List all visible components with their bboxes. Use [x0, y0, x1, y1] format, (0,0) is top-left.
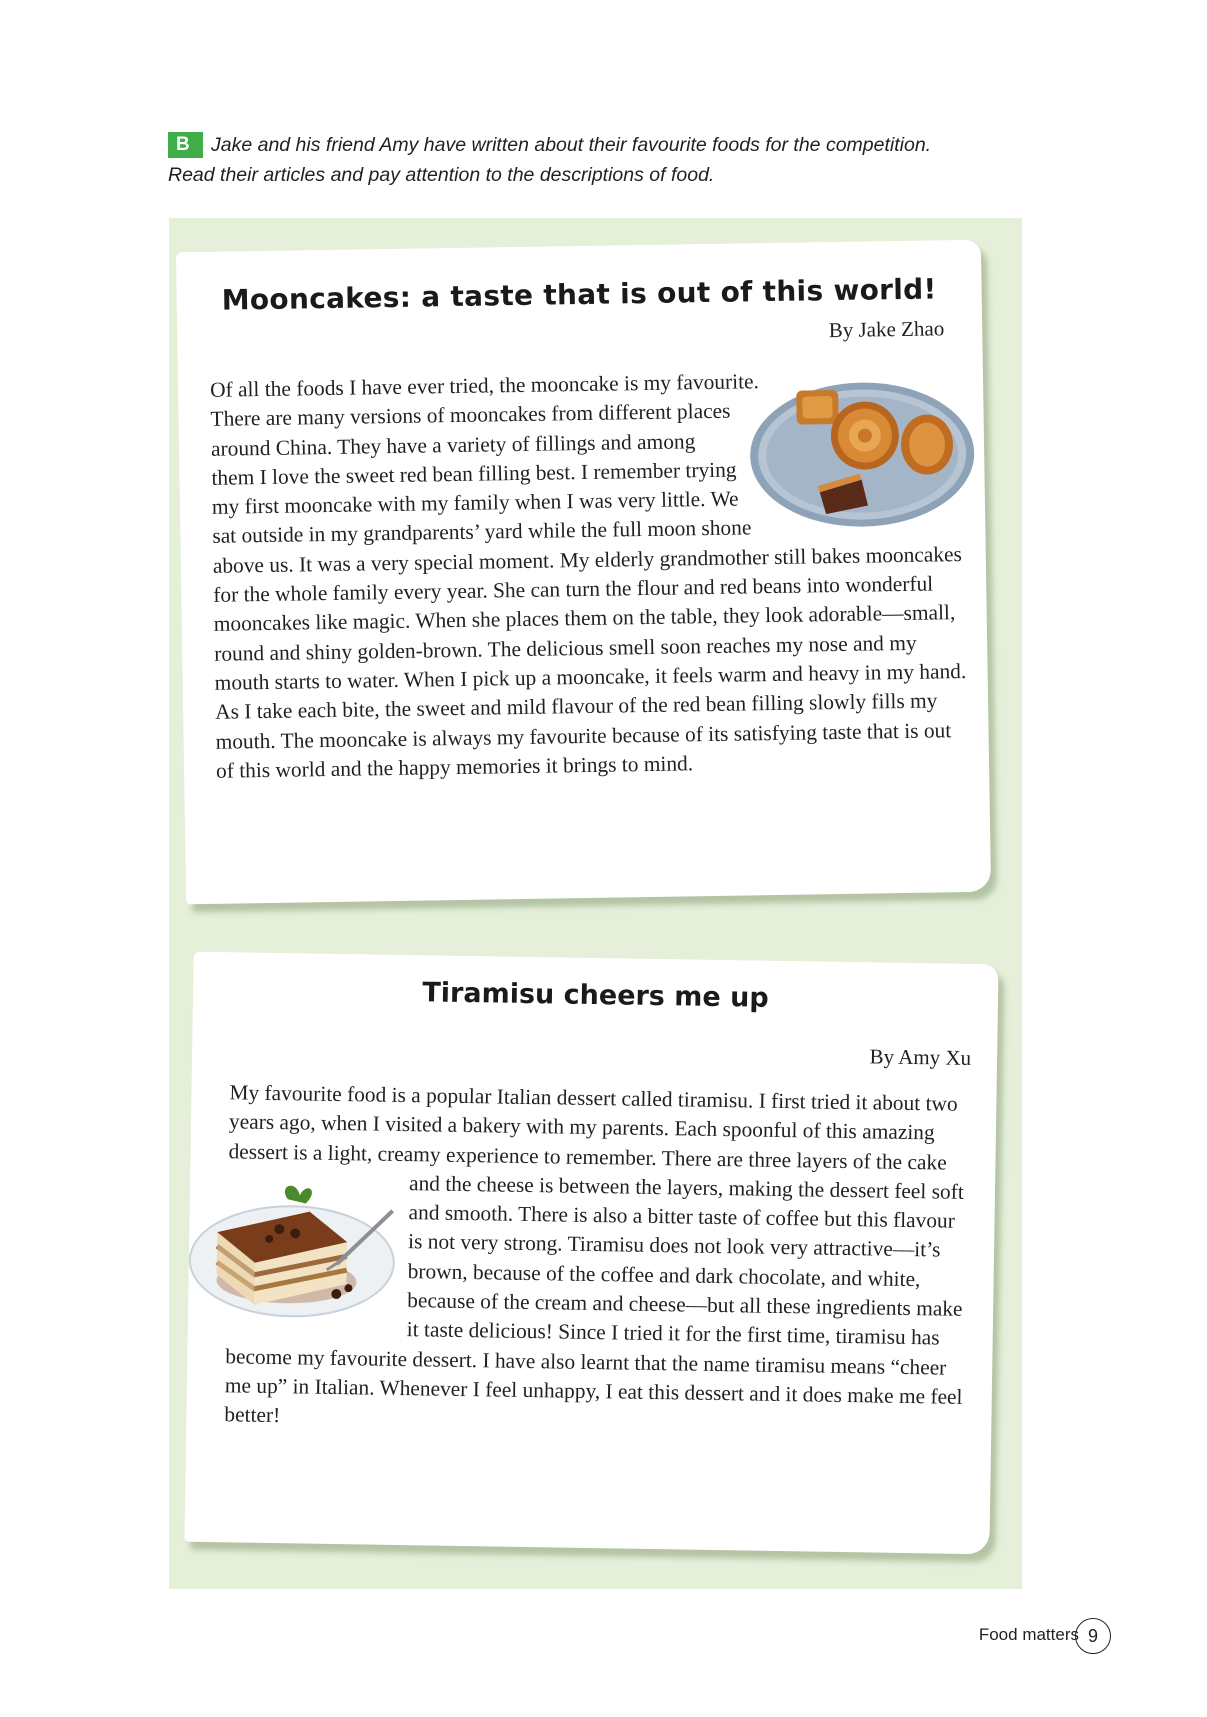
article-body-text-part-1: My favourite food is a popular Italian dessert called tiramisu. I first tried it about two years ago, when I visited a bakery with my parents. Each spoonful of this amazing dessert is a light, creamy experience to remember. There are three layers of the cake and the cheese is between [228, 1080, 958, 1199]
section-label-b: B [168, 132, 203, 158]
footer-section-title: Food matters [978, 1625, 1079, 1644]
mooncake-plate-image [748, 378, 976, 532]
articles-panel [169, 218, 1022, 1589]
article-byline: By Amy Xu [869, 1044, 972, 1070]
instruction-line-2: Read their articles and pay attention to the descriptions of food. [168, 164, 715, 186]
article-body-text-part-2: the layers, making the dessert feel soft and smooth. There is also a bitter taste of coffee but this flavour is not very strong. Tiramisu does not look very attractive—it’s brown, because of the coffee and dark chocolate, and white, because of the cream and cheese—but all these ingredients make it taste delicious! Since I tried it for the first time, tiramisu has become my favourite dessert. I have also learnt that the name tiramisu means “cheer me up” in Italian. Whenever I feel unhappy, I eat this dessert and it does make me feel better! [224, 1174, 964, 1428]
article-title: Tiramisu cheers me up [422, 977, 769, 1014]
article-title: Mooncakes: a taste that is out of this world! [221, 272, 937, 317]
article-body-text: Of all the foods I have ever tried, the mooncake is my favourite. There are many versions of mooncakes from different places around China. They have a variety of fillings and among them I love the sweet red bean filling best. I remember trying my first mooncake with my family when I was very little. We sat outside in my grandparents’ yard while the full moon shone above us. It was a very special moment. My elderly grandmother still bakes mooncakes for the whole family every year. She can turn the flour and red beans into wonderful mooncakes like magic. When she places them on the table, they look adorable—small, round and shiny golden-brown. The delicious smell soon reaches my nose and my mouth starts to water. When I pick up a mooncake, it feels warm and heavy in my hand. As I take each bite, the sweet and mild flavour of the red bean filling slowly fills my mouth. The mooncake is always my favourite because of its satisfying taste that is out of this world and the happy memories it brings to mind. [209, 369, 967, 783]
page-number: 9 [1075, 1618, 1111, 1654]
instruction-line-1: Jake and his friend Amy have written about their favourite foods for the competition. [211, 134, 932, 156]
instruction [168, 130, 1008, 190]
article-card-tiramisu [184, 952, 998, 1555]
article-body [210, 364, 968, 786]
article-card-mooncakes [176, 240, 991, 905]
article-body [224, 1078, 969, 1441]
article-byline: By Jake Zhao [828, 316, 945, 343]
tiramisu-plate-image [186, 1170, 403, 1323]
